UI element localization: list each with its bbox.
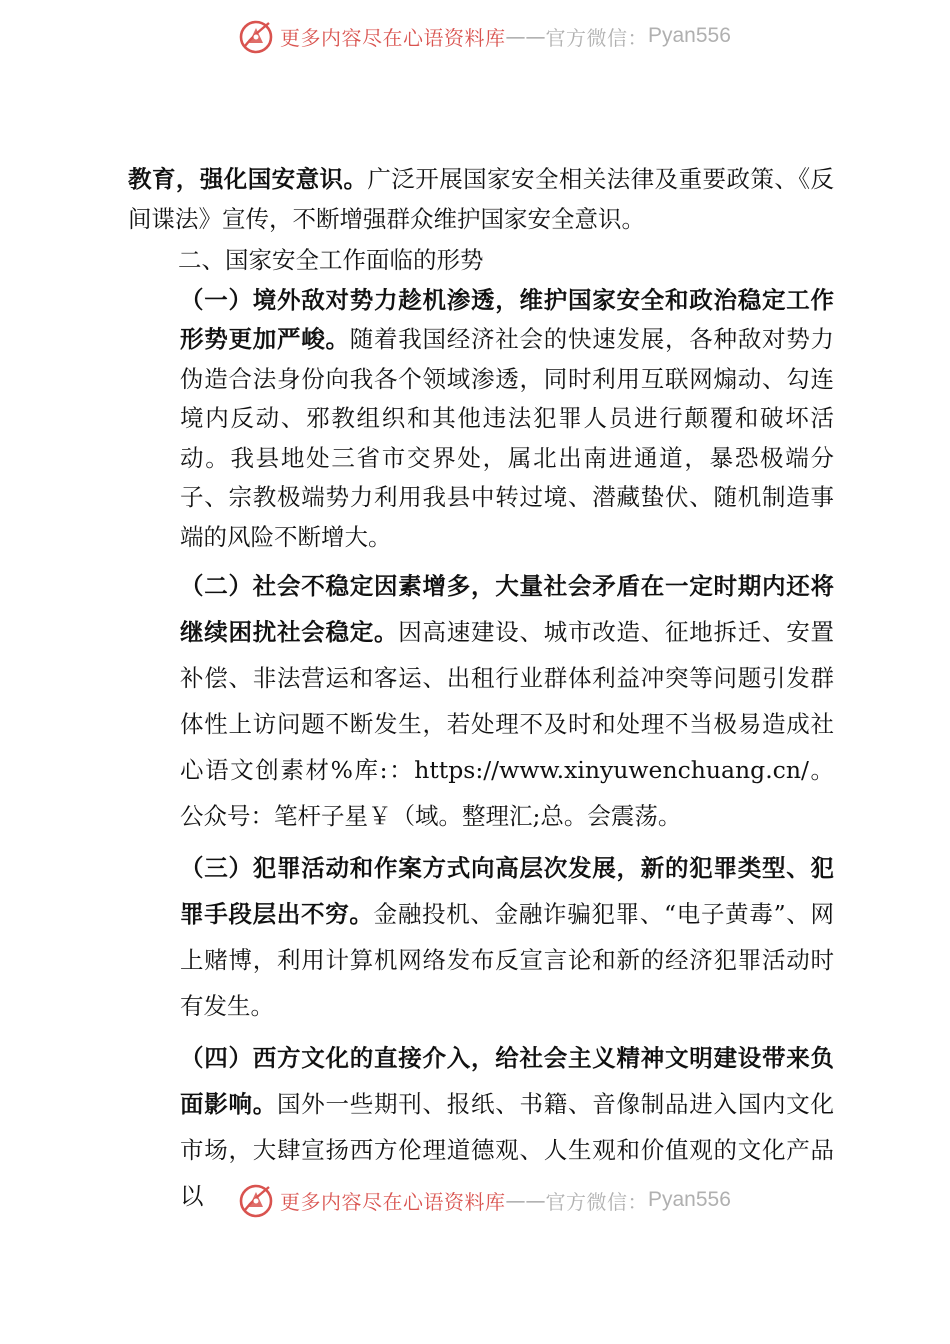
- footer-separator: ——: [505, 1188, 546, 1212]
- header-promo-text: 更多内容尽在心语资料库: [280, 25, 506, 50]
- header-wechat-label: 官方微信：: [545, 25, 648, 50]
- paragraph-text: 随着我国经济社会的快速发展，各种敌对势力伪造合法身份向我各个领域渗透，同时利用互联网煽动、勾连境内反动、邪教组织和其他违法犯罪人员进行颠覆和破坏活动。我县地处三省市交界处，属北出南进通道，暴恐极端分子、宗教极端势力利用我县中转过境、潜藏蛰伏、随机制造事端的风险不断增大。: [180, 325, 834, 551]
- paragraph-lead: （四）西方文化的直接介入，给社会主义精神文明建设带来负面影响。: [180, 1044, 834, 1118]
- footer-promo-text: 更多内容尽在心语资料库: [280, 1189, 506, 1214]
- paragraph-lead: 教育，强化国安意识。: [128, 165, 368, 193]
- header-separator: ——: [505, 24, 546, 48]
- header-banner: [236, 14, 731, 58]
- paragraph-text: 因高速建设、城市改造、征地拆迁、安置补偿、非法营运和客运、出租行业群体利益冲突等问题引发群体性上访问题不断发生，若处理不及时和处理不当极易造成社心语文创素材%库:：https://www.xinyuwenchuang.cn/。公众号：笔杆子星￥（域。整理汇;总。会震荡。: [180, 618, 834, 830]
- paragraph-lead: （三）犯罪活动和作案方式向高层次发展，新的犯罪类型、犯罪手段层出不穷。: [180, 854, 834, 928]
- paragraph-situation-1: [128, 281, 834, 558]
- paragraph-text: 金融投机、金融诈骗犯罪、“电子黄毒”、网上赌博，利用计算机网络发布反宣言论和新的经济犯罪活动时有发生。: [180, 900, 835, 1020]
- paragraph-text: 广泛开展国家安全相关法律及重要政策、《反间谍法》宣传，不断增强群众维护国家安全意识。: [128, 165, 835, 233]
- footer-banner: [236, 1178, 731, 1222]
- header-wechat-id: Pyan556: [648, 24, 731, 47]
- xinyu-logo-icon: [236, 16, 276, 56]
- paragraph-text: 国外一些期刊、报纸、书籍、音像制品进入国内文化市场，大肆宣扬西方伦理道德观、人生观和价值观的文化产品以: [180, 1090, 834, 1210]
- paragraph-lead: （二）社会不稳定因素增多，大量社会矛盾在一定时期内还将继续困扰社会稳定。: [180, 572, 834, 646]
- footer-wechat-id: Pyan556: [648, 1188, 731, 1211]
- paragraph-education: [128, 160, 834, 239]
- document-body: [128, 160, 834, 1219]
- paragraph-situation-2: [128, 563, 834, 839]
- paragraph-lead: （一）境外敌对势力趁机渗透，维护国家安全和政治稳定工作形势更加严峻。: [180, 285, 834, 353]
- xinyu-logo-icon: [236, 1180, 276, 1220]
- paragraph-situation-3: [128, 845, 834, 1029]
- footer-wechat-label: 官方微信：: [545, 1189, 648, 1214]
- section-heading: 二、国家安全工作面临的形势: [178, 246, 484, 274]
